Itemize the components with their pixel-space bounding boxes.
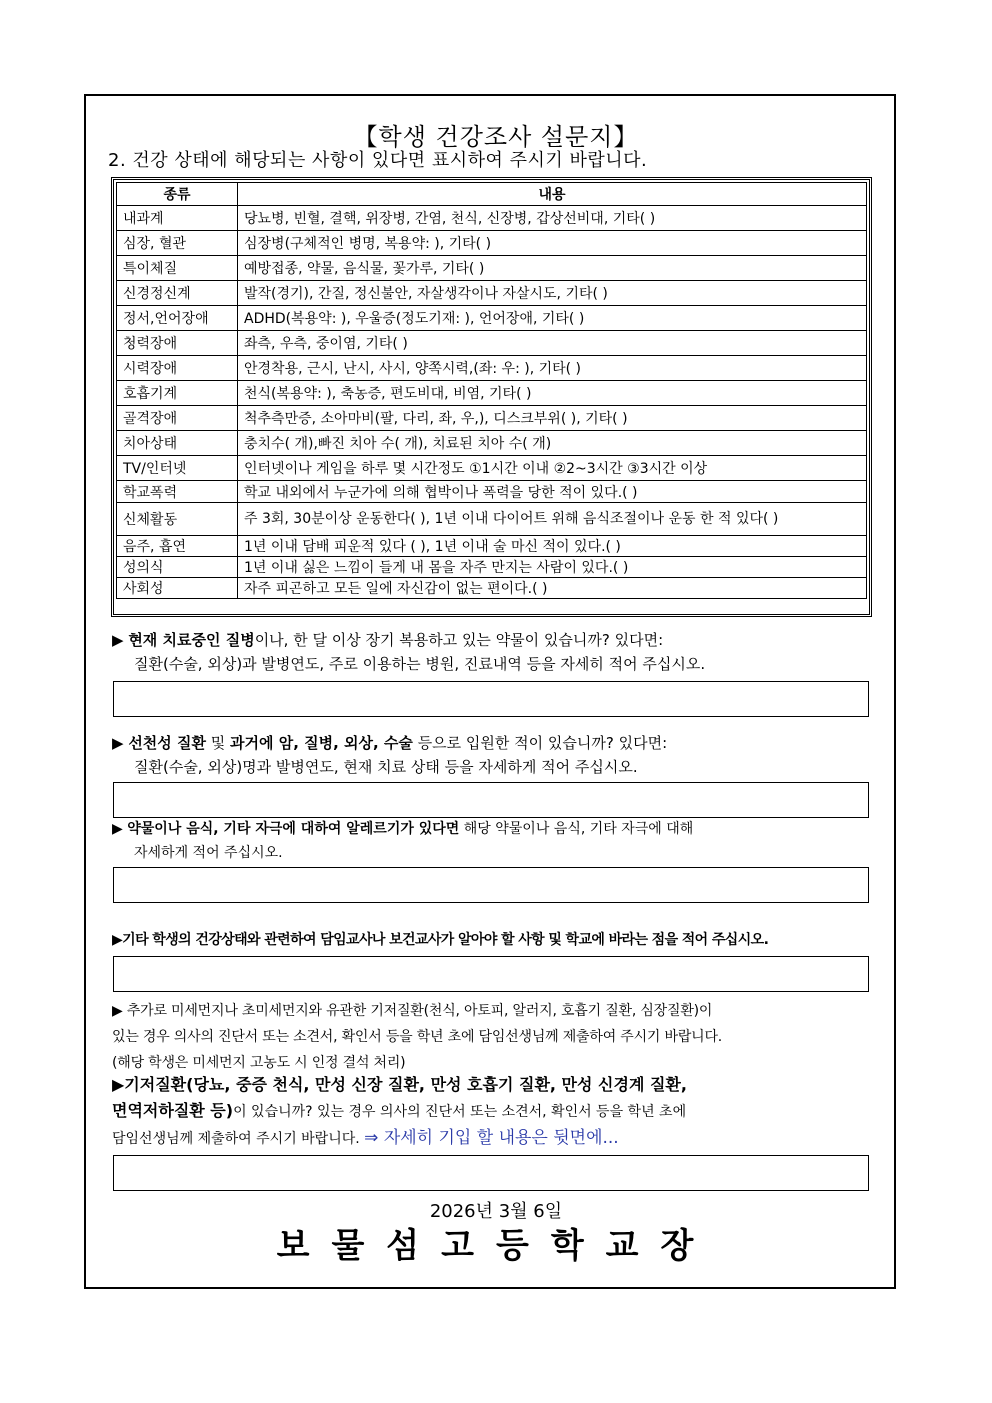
q6-bold2: 면역저하질환 등) [112, 1101, 234, 1120]
row-category: 특이체질 [117, 256, 238, 281]
health-table [116, 182, 867, 599]
q2-bold1: 선천성 질환 [128, 734, 206, 752]
school-principal: 보물섬고등학교장 [276, 1226, 716, 1266]
table-row [117, 431, 867, 456]
question-other: ▶기타 학생의 건강상태와 관련하여 담임교사나 보건교사가 알아야 할 사항 및 학교에 바라는 점을 적어 주십시오. [112, 932, 769, 948]
question-current-treatment [112, 628, 872, 676]
section-instruction: 2. 건강 상태에 해당되는 사항이 있다면 표시하여 주시기 바랍니다. [108, 150, 648, 171]
table-row [117, 406, 867, 431]
row-category: TV/인터넷 [117, 456, 238, 481]
issue-date: 2026년 3월 6일 [429, 1201, 563, 1222]
row-category: 치아상태 [117, 431, 238, 456]
fine-dust-notice [112, 998, 872, 1076]
table-row [117, 331, 867, 356]
table-row [117, 536, 867, 557]
q2-rest: 등으로 입원한 적이 있습니까? 있다면: [412, 734, 668, 752]
q5-line3: (해당 학생은 미세먼지 고농도 시 인정 결석 처리) [112, 1055, 406, 1071]
table-row [117, 481, 867, 503]
row-content[interactable]: 심장병(구체적인 병명, 복용약: ), 기타( ) [238, 231, 867, 256]
row-category: 학교폭력 [117, 481, 238, 503]
answer-box-other[interactable] [113, 956, 869, 992]
row-category: 신경정신계 [117, 281, 238, 306]
answer-box-underlying-disease[interactable] [113, 1155, 869, 1191]
table-row [117, 578, 867, 599]
table-row [117, 281, 867, 306]
row-content[interactable]: 안경착용, 근시, 난시, 사시, 양쪽시력,(좌: 우: ), 기타( ) [238, 356, 867, 381]
q1-line2: 질환(수술, 외상)과 발병연도, 주로 이용하는 병원, 진료내역 등을 자세히 적어 주십시오. [134, 655, 706, 673]
q3-bold: 약물이나 음식, 기타 자극에 대하여 알레르기가 있다면 [127, 821, 460, 837]
row-content[interactable]: 주 3회, 30분이상 운동한다( ), 1년 이내 다이어트 위해 음식조절이나 운동 한 적 있다( ) [238, 503, 867, 536]
row-category: 호흡기계 [117, 381, 238, 406]
q6-bold1: ▶기저질환(당뇨, 중증 천식, 만성 신장 질환, 만성 호흡기 질환, 만성 신경계 질환, [112, 1075, 687, 1094]
row-category: 내과계 [117, 206, 238, 231]
row-content[interactable]: 당뇨병, 빈혈, 결핵, 위장병, 간염, 천식, 신장병, 갑상선비대, 기타( ) [238, 206, 867, 231]
q5-line2: 있는 경우 의사의 진단서 또는 소견서, 확인서 등을 학년 초에 담임선생님께 제출하여 주시기 바랍니다. [112, 1029, 723, 1045]
row-content[interactable]: 발작(경기), 간질, 정신불안, 자살생각이나 자살시도, 기타( ) [238, 281, 867, 306]
row-content[interactable]: 천식(복용약: ), 축농증, 편도비대, 비염, 기타( ) [238, 381, 867, 406]
row-category: 심장, 혈관 [117, 231, 238, 256]
arrow-icon: ▶ [112, 631, 129, 649]
row-content[interactable]: ADHD(복용약: ), 우울증(정도기재: ), 언어장애, 기타( ) [238, 306, 867, 331]
table-row [117, 231, 867, 256]
header-content: 내용 [238, 183, 867, 206]
table-header-row [117, 183, 867, 206]
row-category: 골격장애 [117, 406, 238, 431]
row-content[interactable]: 학교 내외에서 누군가에 의해 협박이나 폭력을 당한 적이 있다.( ) [238, 481, 867, 503]
table-row [117, 256, 867, 281]
back-page-note: ⇒ 자세히 기입 할 내용은 뒷면에... [364, 1128, 619, 1148]
q1-bold: 현재 치료중인 질병 [128, 631, 255, 649]
q5-line1: ▶ 추가로 미세먼지나 초미세먼지와 유관한 기저질환(천식, 아토피, 알러지, 호흡기 질환, 심장질환)이 [112, 1003, 713, 1019]
row-content[interactable]: 1년 이내 싫은 느낌이 들게 내 몸을 자주 만지는 사람이 있다.( ) [238, 557, 867, 578]
row-category: 음주, 흡연 [117, 536, 238, 557]
page-title: 【학생 건강조사 설문지】 [353, 123, 639, 151]
row-category: 정서,언어장애 [117, 306, 238, 331]
q2-bold2: 과거에 암, 질병, 외상, 수술 [230, 734, 413, 752]
row-content[interactable]: 좌측, 우측, 중이염, 기타( ) [238, 331, 867, 356]
answer-box-current-treatment[interactable] [113, 681, 869, 717]
table-row [117, 381, 867, 406]
row-category: 청력장애 [117, 331, 238, 356]
arrow-icon: ▶ [112, 734, 129, 752]
q2-line2: 질환(수술, 외상)명과 발병연도, 현재 치료 상태 등을 자세하게 적어 주십시오. [134, 758, 638, 776]
table-row [117, 306, 867, 331]
table-row [117, 206, 867, 231]
q1-rest: 이나, 한 달 이상 장기 복용하고 있는 약물이 있습니까? 있다면: [254, 631, 664, 649]
row-category: 신체활동 [117, 503, 238, 536]
row-content[interactable]: 척추측만증, 소아마비(팔, 다리, 좌, 우,), 디스크부위( ), 기타( ) [238, 406, 867, 431]
q2-mid: 및 [206, 734, 231, 752]
header-category: 종류 [117, 183, 238, 206]
row-category: 성의식 [117, 557, 238, 578]
row-content[interactable]: 인터넷이나 게임을 하루 몇 시간정도 ①1시간 이내 ②2~3시간 ③3시간 이상 [238, 456, 867, 481]
q6-line3: 담임선생님께 제출하여 주시기 바랍니다. [112, 1131, 365, 1147]
table-row [117, 456, 867, 481]
answer-box-past-hospitalization[interactable] [113, 782, 869, 818]
row-content[interactable]: 충치수( 개),빠진 치아 수( 개), 치료된 치아 수( 개) [238, 431, 867, 456]
q3-rest: 해당 약물이나 음식, 기타 자극에 대해 [459, 821, 694, 837]
question-past-hospitalization [112, 731, 872, 779]
table-row [117, 503, 867, 536]
row-category: 사회성 [117, 578, 238, 599]
underlying-disease-notice [112, 1072, 872, 1152]
row-content[interactable]: 예방접종, 약물, 음식물, 꽃가루, 기타( ) [238, 256, 867, 281]
arrow-icon: ▶ [112, 821, 128, 837]
q6-rest2: 이 있습니까? 있는 경우 의사의 진단서 또는 소견서, 확인서 등을 학년 초에 [233, 1104, 687, 1120]
row-content[interactable]: 1년 이내 담배 피운적 있다 ( ), 1년 이내 술 마신 적이 있다.( ) [238, 536, 867, 557]
q3-line2: 자세하게 적어 주십시오. [134, 845, 283, 861]
question-allergy [112, 817, 872, 865]
row-content[interactable]: 자주 피곤하고 모든 일에 자신감이 없는 편이다.( ) [238, 578, 867, 599]
answer-box-allergy[interactable] [113, 867, 869, 903]
row-category: 시력장애 [117, 356, 238, 381]
table-row [117, 557, 867, 578]
health-table-frame [111, 177, 872, 617]
table-row [117, 356, 867, 381]
